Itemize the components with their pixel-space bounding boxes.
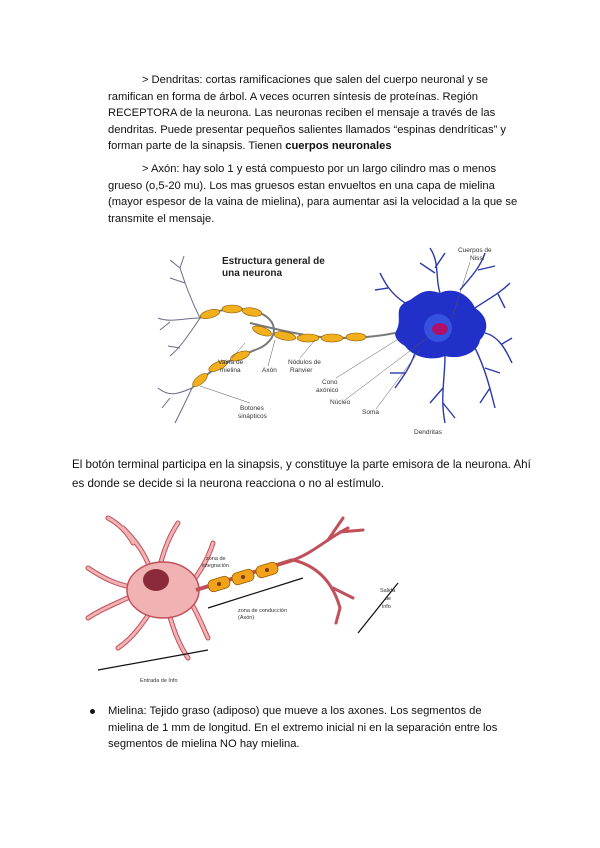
label-ranvier: Ranvier xyxy=(290,367,313,374)
label-cono: Cono xyxy=(322,379,338,386)
label-zona-conduccion: zona de conducción xyxy=(238,608,287,614)
axon-text: Axón: hay solo 1 y está compuesto por un largo cilindro mas o menos grueso (o,5-20 mu). Los mas gruesos estan envueltos en una capa de mielina (mayor espesor de la vaina de mielina), para aumentar asi la velocidad a la que se transmite el mensaje. xyxy=(108,163,518,225)
label-sinapticos: sinápticos xyxy=(238,413,267,420)
bullet-dot-icon xyxy=(90,709,95,714)
label-zona-integracion: zona de xyxy=(206,556,226,562)
arrow-bullet-icon: > xyxy=(142,74,149,86)
label-botones: Botones xyxy=(240,405,264,412)
paragraph-dendritas xyxy=(108,72,518,155)
label-nodulos: Nódulos de xyxy=(288,359,321,366)
label-salida: Salida xyxy=(380,588,396,594)
label-de: de xyxy=(385,596,392,602)
label-dendritas: Dendritas xyxy=(414,429,442,436)
label-axonico: axónico xyxy=(316,387,339,394)
label-soma: Soma xyxy=(362,409,379,416)
label-entrada-info: Entrada de Info xyxy=(140,678,178,684)
fig2-nucleus xyxy=(143,569,169,591)
fig2-soma xyxy=(127,562,199,618)
label-mielina: mielina xyxy=(220,367,241,374)
dendritas-bold-text: cuerpos neuronales xyxy=(285,140,392,152)
label-integracion: integración xyxy=(202,563,229,569)
paragraph-axon xyxy=(108,161,518,227)
fig2-axon-terminals xyxy=(293,518,363,623)
figure1-title-line2: una neurona xyxy=(222,268,283,279)
dendritas-text: Dendritas: cortas ramificaciones que salen del cuerpo neuronal y se ramifican en forma de árbol. A veces ocurren síntesis de proteínas. Región RECEPTORA de la neurona. Las neuronas reciben el mensaje a través de las dendritas. Puede presentar pequeños salientes llamados “espinas dendríticas” y forman parte de la sinapsis. Tienen xyxy=(108,74,507,152)
label-vaina: Vaina de xyxy=(218,359,244,366)
label-cuerpos-nissl: Cuerpos de xyxy=(458,247,492,254)
figure1-title: Estructura general de xyxy=(222,256,325,267)
label-axon-fig2: (Axón) xyxy=(238,615,255,621)
paragraph-boton-terminal: El botón terminal participa en la sinapsis, y constituye la parte emisora de la neurona. Ahí es donde se decide si la neurona reacciona o no al estímulo. xyxy=(72,458,531,490)
neuron-structure-figure xyxy=(140,238,515,438)
neuron-nucleus xyxy=(432,323,448,335)
label-nissl: Nissl xyxy=(470,255,485,262)
paragraph-mielina: Mielina: Tejido graso (adiposo) que mueve a los axones. Los segmentos de mielina de 1 mm de longitud. En el extremo inicial ni en la separación entre los segmentos de mielina NO hay mielina. xyxy=(108,705,498,750)
label-info: info xyxy=(382,604,391,610)
label-nucleo: Núcleo xyxy=(330,399,351,406)
neuron-function-figure xyxy=(78,498,418,688)
axon-terminals xyxy=(158,256,200,423)
arrow-bullet-icon: > xyxy=(142,163,149,175)
myelin-sheath xyxy=(191,305,366,389)
label-axon: Axón xyxy=(262,367,277,374)
